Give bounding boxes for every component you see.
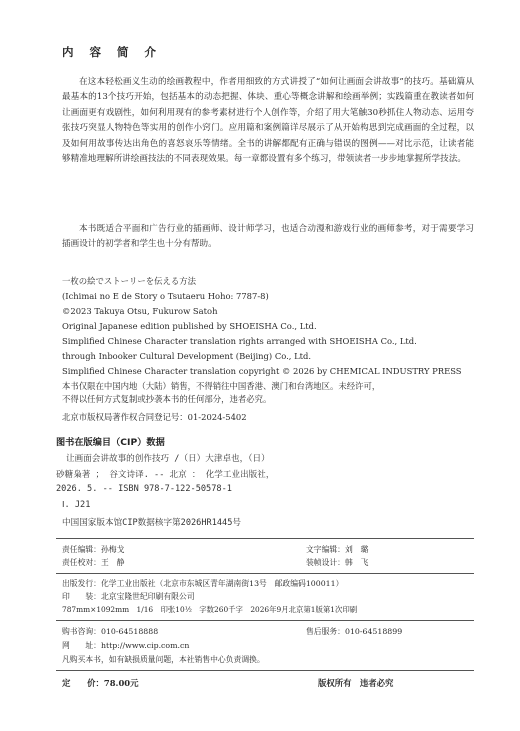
service-contact: 售后服务：010-64518899	[306, 627, 403, 636]
book-specs: 787mm×1092mm 1/16 印张10½ 字数260千字 2026年9月北京第1版第1次印刷	[62, 605, 358, 614]
proofreader-credit: 责任校对：王 静	[62, 558, 125, 567]
divider-4	[56, 670, 474, 671]
translation-rights-2: through Inbooker Cultural Development (Beijing) Co., Ltd.	[62, 351, 312, 361]
price: 定 价：78.00元	[62, 678, 139, 688]
intro-paragraph-1: 在这本轻松画义生动的绘画教程中，作者用细致的方式讲授了“如何让画面会讲故事”的技巧。基础篇从最基本的13个技巧开始，包括基本的动态把握、体块、重心等概念讲解和绘画举例；实践篇重在教读者如何让画面更有戏剧性，如何利用现有的参考素材进行个人创作等，介绍了用大笔触30秒抓住人物动态、运用夸张技巧突显人物特色等实用的创作小窍门。应用篇和案例篇详尽展示了从开始构思到完成画面的全过程，以及如何用故事传达出角色的喜怒哀乐等情绪。全书的讲解都配有正确与错误的图例——对比示范，让读者能够精准地理解所讲绘画技法的不同表现效果。每一章都设置有多个练习，带领读者一步步地掌握所学技法。	[62, 77, 474, 165]
text-editor-credit: 文字编辑：刘 璐	[306, 545, 369, 554]
license-note-1: 本书仅限在中国内地（大陆）销售，不得销往中国香港、澳门和台湾地区。未经许可，	[62, 381, 381, 391]
cip-line-4: Ⅰ. J21	[62, 500, 91, 510]
divider-3	[56, 620, 474, 621]
editor-credit: 责任编辑：孙梅戈	[62, 545, 125, 554]
website: 网 址：http://www.cip.com.cn	[62, 641, 190, 650]
registration-number: 北京市版权局著作权合同登记号：01-2024-5402	[62, 412, 247, 422]
divider-2	[56, 573, 474, 574]
translation-rights-1: Simplified Chinese Character translation rights arranged with SHOEISHA Co., Ltd.	[62, 336, 417, 346]
cip-line-3: 2026. 5. -- ISBN 978-7-122-50578-1	[56, 484, 232, 494]
purchase-contact: 购书咨询：010-64518888	[62, 627, 159, 636]
printer-info: 印 装：北京宝隆世纪印刷有限公司	[62, 592, 195, 601]
romaji-title: (Ichimai no E de Story o Tsutaeru Hoho: 7787-8)	[62, 291, 269, 301]
license-note-2: 不得以任何方式复制或抄袭本书的任何部分，违者必究。	[62, 394, 272, 404]
divider-1	[56, 538, 474, 539]
copyright-line: ©2023 Takuya Otsu, Fukurow Satoh	[62, 306, 218, 316]
cip-line-2: 砂糖枭著 ； 谷文诗译. -- 北京 ： 化学工业出版社，	[56, 470, 275, 480]
designer-credit: 装帧设计：韩 飞	[306, 558, 369, 567]
intro-title: 内 容 简 介	[62, 45, 163, 59]
cip-line-5: 中国国家版本馆CIP数据核字第2026HR1445号	[62, 518, 241, 528]
cip-block	[56, 434, 476, 530]
intro-paragraph-2: 本书既适合平面和广告行业的插画师、设计师学习，也适合动漫和游戏行业的画师参考，对于需要学习插画设计的初学者和学生也十分有帮助。	[62, 224, 474, 250]
edition-line: Original Japanese edition published by SHOEISHA Co., Ltd.	[62, 321, 317, 331]
return-notice: 凡购买本书，如有缺损质量问题，本社销售中心负责调换。	[62, 655, 265, 664]
cip-line-1: 让画面会讲故事的创作技巧 /（日）大津卓也，（日）	[66, 454, 270, 464]
cip-header: 图书在版编目（CIP）数据	[56, 437, 165, 448]
translation-copyright: Simplified Chinese Character translation copyright © 2026 by CHEMICAL INDUSTRY PRESS	[62, 366, 462, 376]
rights-notice: 版权所有 违者必究	[318, 678, 394, 688]
japanese-title: 一枚の絵でストーリーを伝える方法	[62, 276, 196, 286]
publisher-info: 出版发行：化学工业出版社（北京市东城区青年湖南街13号 邮政编码100011）	[62, 579, 344, 588]
